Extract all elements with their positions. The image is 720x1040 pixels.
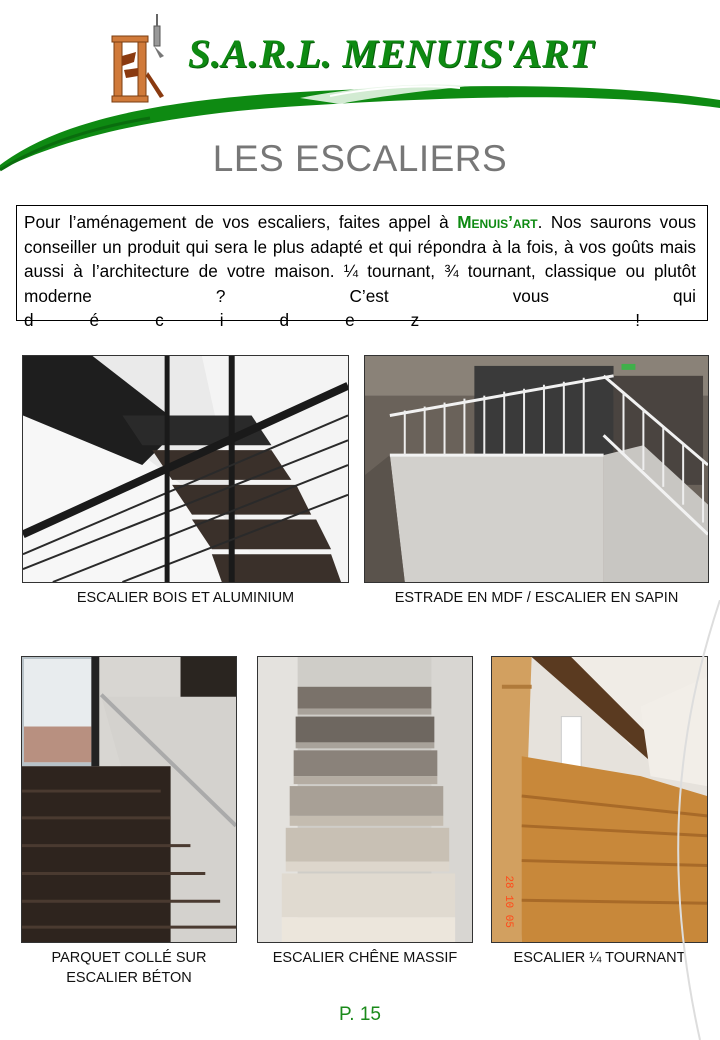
date-stamp: 28 10 05 (501, 875, 514, 928)
page-title: LES ESCALIERS (212, 138, 508, 179)
page-number: P. 15 (339, 1004, 381, 1025)
intro-last-line: décidez ! (24, 310, 696, 330)
stair-logo-icon (108, 12, 174, 108)
intro-text (24, 210, 696, 333)
intro-brand-name: Menuis’art (457, 212, 538, 232)
photo-parquet-colle-escalier-beton (21, 656, 237, 943)
intro-paragraph (24, 210, 696, 308)
photo-estrade-mdf-escalier-sapin (364, 355, 709, 583)
caption-photo-3: PARQUET COLLÉ SUR ESCALIER BÉTON (51, 950, 207, 986)
decorative-corner-curve (600, 600, 720, 1040)
caption-photo-4: ESCALIER CHÊNE MASSIF (272, 950, 458, 966)
photo-escalier-chene-massif (257, 656, 473, 943)
caption-photo-1: ESCALIER BOIS ET ALUMINIUM (76, 590, 295, 606)
intro-text-after: . Nos saurons vous conseiller un produit qui sera le plus adapté et qui répondra à la fois, à vos goûts mais aussi à l’architecture de votre maison. ¼ tournant, ¾ tournant, classique ou plutôt moderne ? C’est vous qui (24, 212, 696, 306)
photo-escalier-bois-aluminium (22, 355, 349, 583)
caption-photo-5: ESCALIER ¼ TOURNANT (513, 950, 686, 966)
intro-text-before: Pour l’aménagement de vos escaliers, faites appel à (24, 212, 458, 232)
company-name: S.A.R.L. MENUIS'ART (188, 31, 595, 76)
caption-photo-2: ESTRADE EN MDF / ESCALIER EN SAPIN (394, 590, 679, 606)
